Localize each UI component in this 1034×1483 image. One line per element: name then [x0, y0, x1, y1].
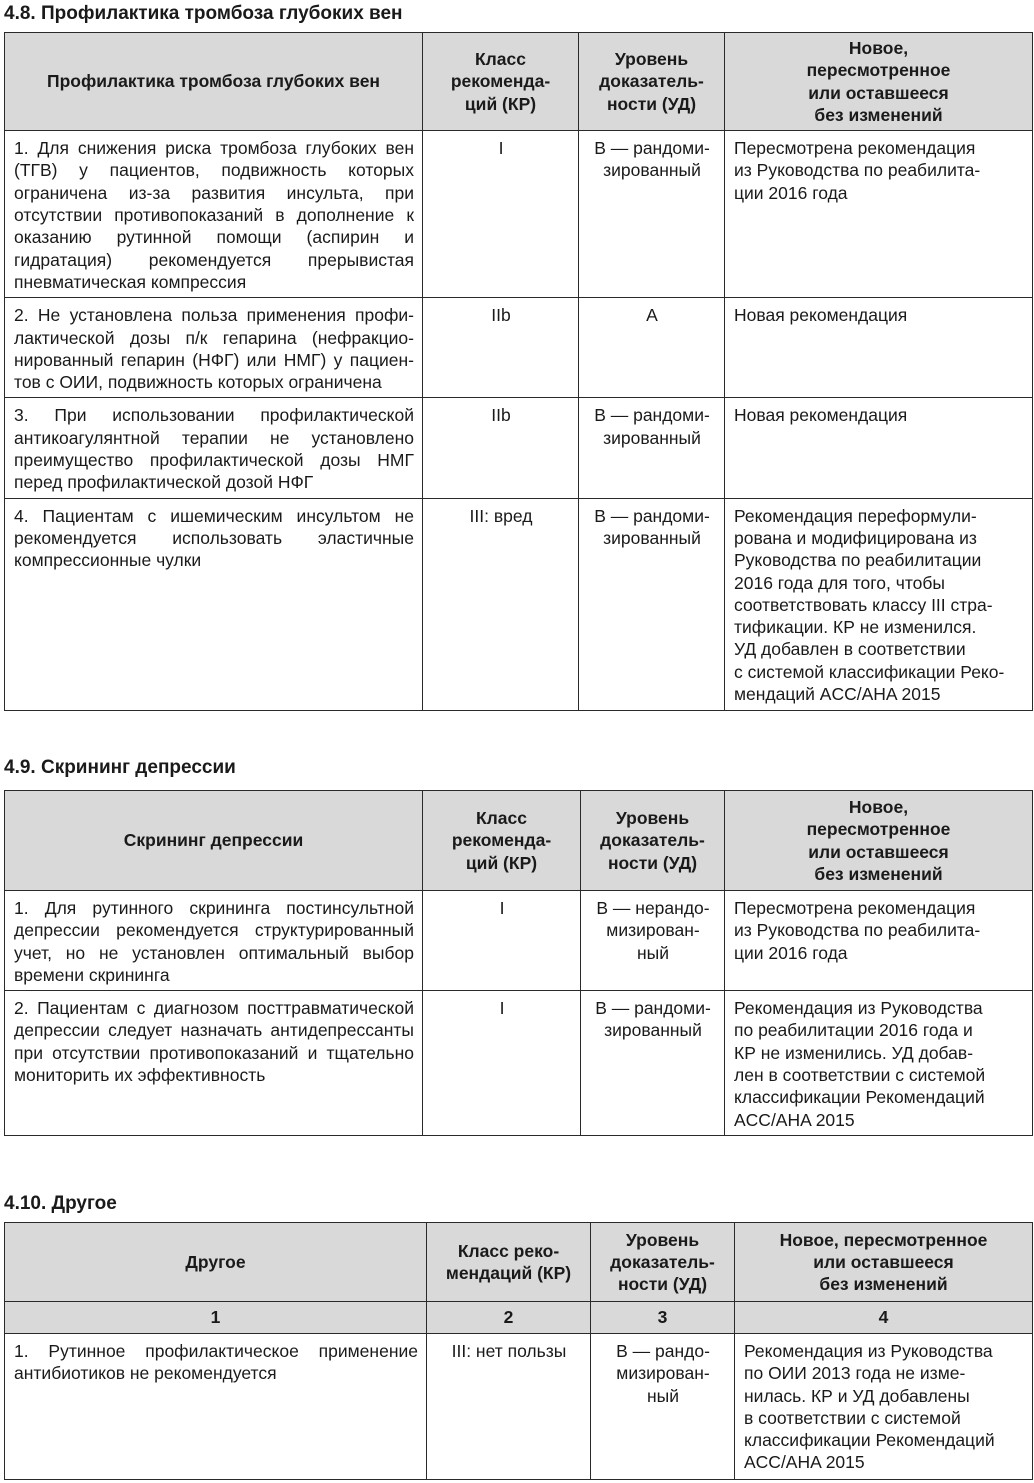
- column-number-row: [5, 1302, 1033, 1334]
- cell-recommendation: 2. Не установлена польза применения профилактической дозы п/к гепарина (нефракционированный гепарин (НФГ) или НМГ) у пациентов с ОИИ, подвижность которых ограничена: [5, 298, 423, 398]
- cell-recommendation: 3. При использовании профилактической антикоагулянтной терапии не установлено преимущество профилактической дозы НМГ перед профилактической дозой НФГ: [5, 398, 423, 498]
- cell-status: Рекомендация из Руководства по реабилитации 2016 года и КР не изменились. УД добав- лен в соответствии с системой классификации Рекомендаций ACC/AHA 2015: [725, 991, 1033, 1136]
- header-status: Новое, пересмотренное или оставшееся без изменений: [735, 1223, 1033, 1302]
- column-number: 1: [5, 1302, 427, 1334]
- table-row: [5, 891, 1033, 991]
- section-title: 4.8. Профилактика тромбоза глубоких вен: [4, 3, 403, 24]
- cell-level: B — рандоми- зированный: [579, 498, 725, 710]
- section-title: 4.9. Скрининг депрессии: [4, 757, 236, 778]
- section-title: 4.10. Другое: [4, 1193, 117, 1214]
- table-header-row: [5, 791, 1033, 891]
- cell-recommendation: 2. Пациентам с диагнозом посттравматической депрессии следует назначать антидепрессанты при отсутствии противопоказаний и тщательно мониторить их эффективность: [5, 991, 423, 1136]
- cell-class: I: [423, 991, 581, 1136]
- header-status: Новое, пересмотренное или оставшееся без изменений: [725, 33, 1033, 131]
- cell-recommendation: 1. Рутинное профилактическое применение антибиотиков не рекомендуется: [5, 1334, 427, 1480]
- cell-recommendation: 4. Пациентам с ишемическим инсультом не рекомендуется использовать эластичные компрессионные чулки: [5, 498, 423, 710]
- header-class: Класс рекоменда- ций (КР): [423, 33, 579, 131]
- cell-level: B — рандо- мизирован- ный: [591, 1334, 735, 1480]
- cell-status: Новая рекомендация: [725, 398, 1033, 498]
- header-topic: Профилактика тромбоза глубоких вен: [5, 33, 423, 131]
- cell-level: B — рандоми- зированный: [581, 991, 725, 1136]
- recommendations-table: [4, 790, 1033, 1136]
- cell-level: B — нерандо- мизирован- ный: [581, 891, 725, 991]
- header-class: Класс реко- мендаций (КР): [427, 1223, 591, 1302]
- recommendations-table: [4, 1222, 1033, 1480]
- header-class: Класс рекоменда- ций (КР): [423, 791, 581, 891]
- table-row: [5, 398, 1033, 498]
- cell-class: I: [423, 131, 579, 298]
- table-row: [5, 298, 1033, 398]
- cell-class: IIb: [423, 398, 579, 498]
- column-number: 3: [591, 1302, 735, 1334]
- table-header-row: [5, 1223, 1033, 1302]
- header-topic: Другое: [5, 1223, 427, 1302]
- cell-class: IIb: [423, 298, 579, 398]
- header-level: Уровень доказатель- ности (УД): [581, 791, 725, 891]
- column-number: 2: [427, 1302, 591, 1334]
- recommendations-table: [4, 32, 1033, 711]
- table-row: [5, 498, 1033, 710]
- header-topic: Скрининг депрессии: [5, 791, 423, 891]
- cell-recommendation: 1. Для рутинного скрининга постинсультной депрессии рекомендуется структурированный учет, но не установлен оптимальный выбор времени скрининга: [5, 891, 423, 991]
- table-header-row: [5, 33, 1033, 131]
- table-row: [5, 131, 1033, 298]
- cell-level: B — рандоми- зированный: [579, 131, 725, 298]
- header-level: Уровень доказатель- ности (УД): [579, 33, 725, 131]
- table-row: [5, 991, 1033, 1136]
- cell-status: Пересмотрена рекомендация из Руководства по реабилита- ции 2016 года: [725, 131, 1033, 298]
- header-level: Уровень доказатель- ности (УД): [591, 1223, 735, 1302]
- cell-level: A: [579, 298, 725, 398]
- cell-class: III: вред: [423, 498, 579, 710]
- table-row: [5, 1334, 1033, 1480]
- cell-recommendation: 1. Для снижения риска тромбоза глубоких вен (ТГВ) у пациентов, подвижность которых ограничена из-за развития инсульта, при отсутствии противопоказаний в дополнение к оказанию рутинной помощи (аспирин и гидратация) рекомендуется прерывистая пневматическая компрессия: [5, 131, 423, 298]
- cell-status: Рекомендация из Руководства по ОИИ 2013 года не изме- нилась. КР и УД добавлены в соответствии с системой классификации Рекомендаций ACC/AHA 2015: [735, 1334, 1033, 1480]
- cell-status: Новая рекомендация: [725, 298, 1033, 398]
- cell-class: I: [423, 891, 581, 991]
- cell-level: B — рандоми- зированный: [579, 398, 725, 498]
- cell-status: Пересмотрена рекомендация из Руководства по реабилита- ции 2016 года: [725, 891, 1033, 991]
- header-status: Новое, пересмотренное или оставшееся без изменений: [725, 791, 1033, 891]
- column-number: 4: [735, 1302, 1033, 1334]
- cell-class: III: нет пользы: [427, 1334, 591, 1480]
- cell-status: Рекомендация переформули- рована и модифицирована из Руководства по реабилитации 2016 года для того, чтобы соответствовать классу III стра- тификации. КР не изменился. УД добавлен в соответствии с системой классификации Реко- мендаций ACC/AHA 2015: [725, 498, 1033, 710]
